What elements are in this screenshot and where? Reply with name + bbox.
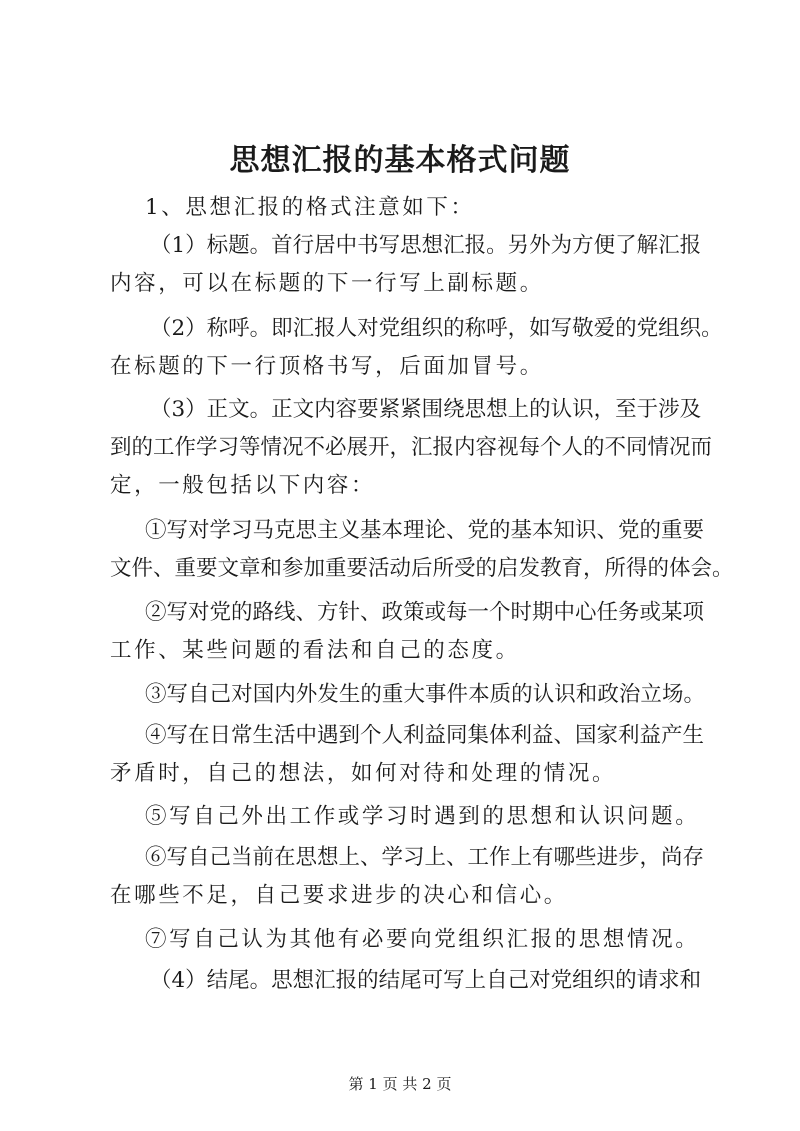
line-10: 文件、重要文章和参加重要活动后所受的启发教育，所得的体会。 — [110, 556, 734, 581]
line-7: 到的工作学习等情况不必展开，汇报内容视每个人的不同情况而 — [110, 435, 713, 460]
line-5: 在标题的下一行顶格书写，后面加冒号。 — [110, 354, 544, 379]
line-16: ⑤写自己外出工作或学习时遇到的思想和认识问题。 — [145, 804, 700, 829]
line-8: 定，一般包括以下内容： — [110, 473, 376, 498]
line-4: （2）称呼。即汇报人对党组织的称呼，如写敬爱的党组织。 — [150, 316, 723, 341]
line-6: （3）正文。正文内容要紧紧围绕思想上的认识，至于涉及 — [150, 397, 702, 422]
line-15: 矛盾时，自己的想法，如何对待和处理的情况。 — [110, 761, 617, 786]
line-1: 1、思想汇报的格式注意如下： — [145, 195, 475, 220]
page-number-footer: 第 1 页 共 2 页 — [348, 1075, 452, 1093]
line-14: ④写在日常生活中遇到个人利益同集体利益、国家利益产生 — [145, 723, 705, 748]
line-20: （4）结尾。思想汇报的结尾可写上自己对党组织的请求和 — [150, 968, 702, 993]
line-2: （1）标题。首行居中书写思想汇报。另外为方便了解汇报 — [150, 233, 702, 258]
line-3: 内容，可以在标题的下一行写上副标题。 — [110, 271, 544, 296]
line-13: ③写自己对国内外发生的重大事件本质的认识和政治立场。 — [145, 682, 705, 707]
line-9: ①写对学习马克思主义基本理论、党的基本知识、党的重要 — [145, 518, 705, 543]
line-19: ⑦写自己认为其他有必要向党组织汇报的思想情况。 — [145, 927, 700, 952]
line-18: 在哪些不足，自己要求进步的决心和信心。 — [110, 883, 568, 908]
line-12: 工作、某些问题的看法和自己的态度。 — [110, 638, 520, 663]
line-11: ②写对党的路线、方针、政策或每一个时期中心任务或某项 — [145, 600, 705, 625]
document-title: 思想汇报的基本格式问题 — [229, 143, 571, 178]
line-17: ⑥写自己当前在思想上、学习上、工作上有哪些进步，尚存 — [145, 845, 705, 870]
